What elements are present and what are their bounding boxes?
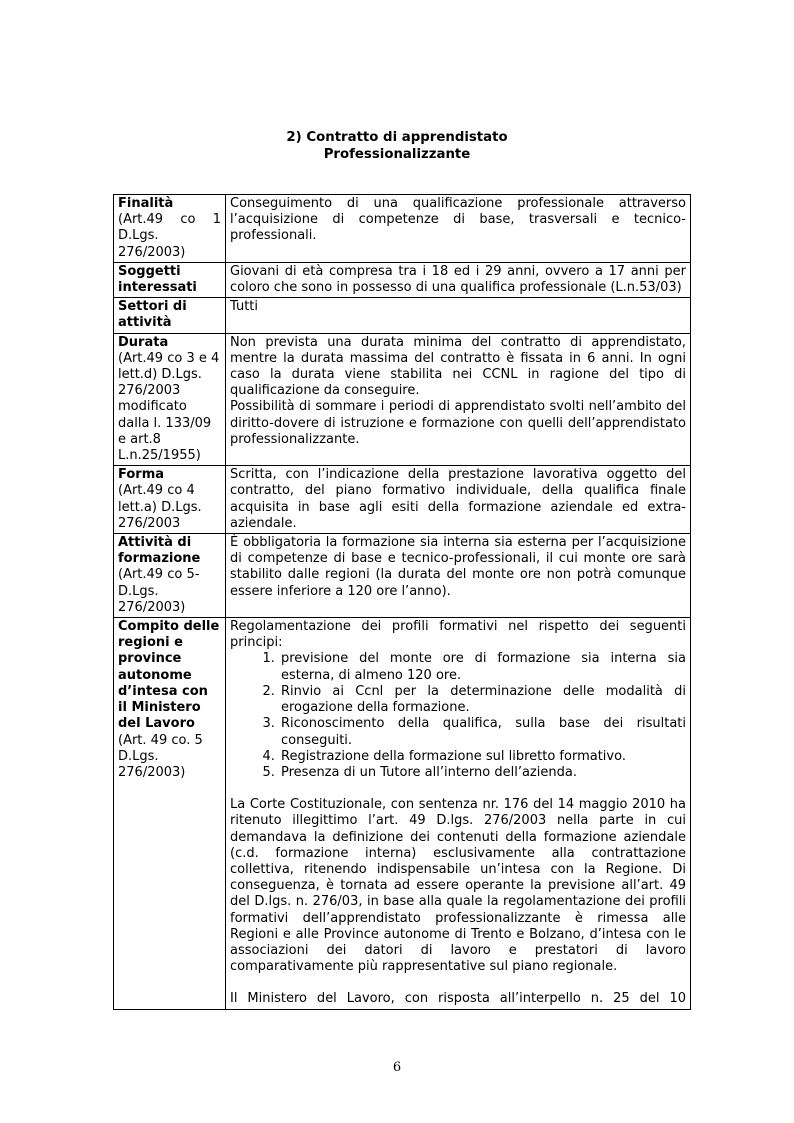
list-item: 3. Riconoscimento della qualifica, sulla base dei risultati conseguiti.	[279, 716, 686, 748]
row-label: Forma	[118, 467, 165, 483]
list-item: 5. Presenza di un Tutore all’interno dell’azienda.	[279, 765, 686, 781]
row-header-cell	[114, 195, 226, 263]
row-text: Conseguimento di una qualificazione professionale attraverso l’acquisizione di competenze di base, trasversali e tecnico-professionali.	[230, 196, 686, 244]
row-label: Compito delle regioni e province autonome d’intesa con il Ministero del Lavoro	[118, 619, 220, 732]
ministry-paragraph: Il Ministero del Lavoro, con risposta all’interpello n. 25 del 10	[230, 991, 686, 1007]
row-text: È obbligatoria la formazione sia interna sia esterna per l’acquisizione di competenze di base e tecnico-professionali, il cui monte ore sarà stabilito dalle regioni (la durata del monte ore non potrà comunque essere inferiore a 120 ore l’anno).	[230, 535, 686, 599]
row-content-cell	[226, 534, 691, 618]
row-text-2: Possibilità di sommare i periodi di apprendistato svolti nell’ambito del diritto-dovere di istruzione e formazione con quelli dell’apprendistato professionalizzante.	[230, 399, 686, 447]
row-content-cell	[226, 618, 691, 1009]
table-row	[114, 618, 691, 1009]
table-row	[114, 466, 691, 534]
row-label: Soggetti interessati	[118, 263, 197, 296]
title-line-2: Professionalizzante	[323, 147, 471, 162]
row-text: Tutti	[230, 299, 259, 315]
row-header-cell	[114, 534, 226, 618]
table-row	[114, 298, 691, 333]
row-header-cell	[114, 298, 226, 333]
row-header-cell	[114, 618, 226, 1009]
row-header-cell	[114, 262, 226, 297]
row-content-cell	[226, 333, 691, 466]
contract-table	[113, 194, 691, 1010]
title-line-1: 2) Contratto di apprendistato	[286, 130, 508, 145]
row-reference: (Art.49 co 1 D.Lgs. 276/2003)	[118, 212, 221, 260]
row-reference: (Art.49 co 5- D.Lgs. 276/2003)	[118, 567, 200, 615]
list-item: 2. Rinvio ai Ccnl per la determinazione delle modalità di erogazione della formazione.	[279, 684, 686, 716]
row-label: Durata	[118, 334, 169, 350]
row-content-cell	[226, 262, 691, 297]
page-number: 6	[392, 1060, 402, 1075]
row-reference: (Art. 49 co. 5 D.Lgs. 276/2003)	[118, 732, 203, 780]
row-reference: (Art.49 co 4 lett.a) D.Lgs. 276/2003	[118, 483, 202, 531]
principles-list	[230, 651, 686, 781]
row-text: Giovani di età compresa tra i 18 ed i 29 anni, ovvero a 17 anni per coloro che sono in possesso di una qualifica professionale (L.n.53/03)	[230, 263, 686, 296]
row-content-cell	[226, 195, 691, 263]
table-row	[114, 534, 691, 618]
row-intro: Regolamentazione dei profili formativi nel rispetto dei seguenti principi:	[230, 619, 686, 651]
row-header-cell	[114, 466, 226, 534]
row-content-cell	[226, 466, 691, 534]
row-label: Finalità	[118, 196, 174, 211]
table-row	[114, 333, 691, 466]
list-item: 1. previsione del monte ore di formazione sia interna sia esterna, di almeno 120 ore.	[279, 651, 686, 683]
list-item: 4. Registrazione della formazione sul libretto formativo.	[279, 749, 686, 765]
row-label: Attività di formazione	[118, 535, 201, 567]
document-title	[0, 129, 794, 163]
row-header-cell	[114, 333, 226, 466]
row-reference: (Art.49 co 3 e 4 lett.d) D.Lgs. 276/2003 modificato dalla l. 133/09 e art.8 L.n.25/1955)	[118, 350, 220, 464]
row-text: Non prevista una durata minima del contratto di apprendistato, mentre la durata massima del contratto è fissata in 6 anni. In ogni caso la durata viene stabilita nei CCNL in ragione del tipo di qualificazione da conseguire.	[230, 334, 686, 399]
court-ruling-paragraph: La Corte Costituzionale, con sentenza nr. 176 del 14 maggio 2010 ha ritenuto illegittimo l’art. 49 D.lgs. 276/2003 nella parte in cui demandava la definizione dei contenuti della formazione aziendale (c.d. formazione interna) esclusivamente alla contrattazione collettiva, ritenendo indispensabile un’intesa con la Regione. Di conseguenza, è tornata ad essere operante la previsione all’art. 49 del D.lgs. n. 276/03, in base alla quale la regolamentazione dei profili formativi dell’apprendistato professionalizzante è rimessa alle Regioni e alle Province autonome di Trento e Bolzano, d’intesa con le associazioni dei datori di lavoro e prestatori di lavoro comparativamente più rappresentative sul piano regionale.	[230, 797, 686, 975]
row-text: Scritta, con l’indicazione della prestazione lavorativa oggetto del contratto, del piano formativo individuale, della qualifica finale acquisita in base agli esiti della formazione aziendale ed extra-aziendale.	[230, 467, 686, 531]
table-row	[114, 262, 691, 297]
row-content-cell	[226, 298, 691, 333]
table-row	[114, 195, 691, 263]
row-label: Settori di attività	[118, 299, 187, 331]
